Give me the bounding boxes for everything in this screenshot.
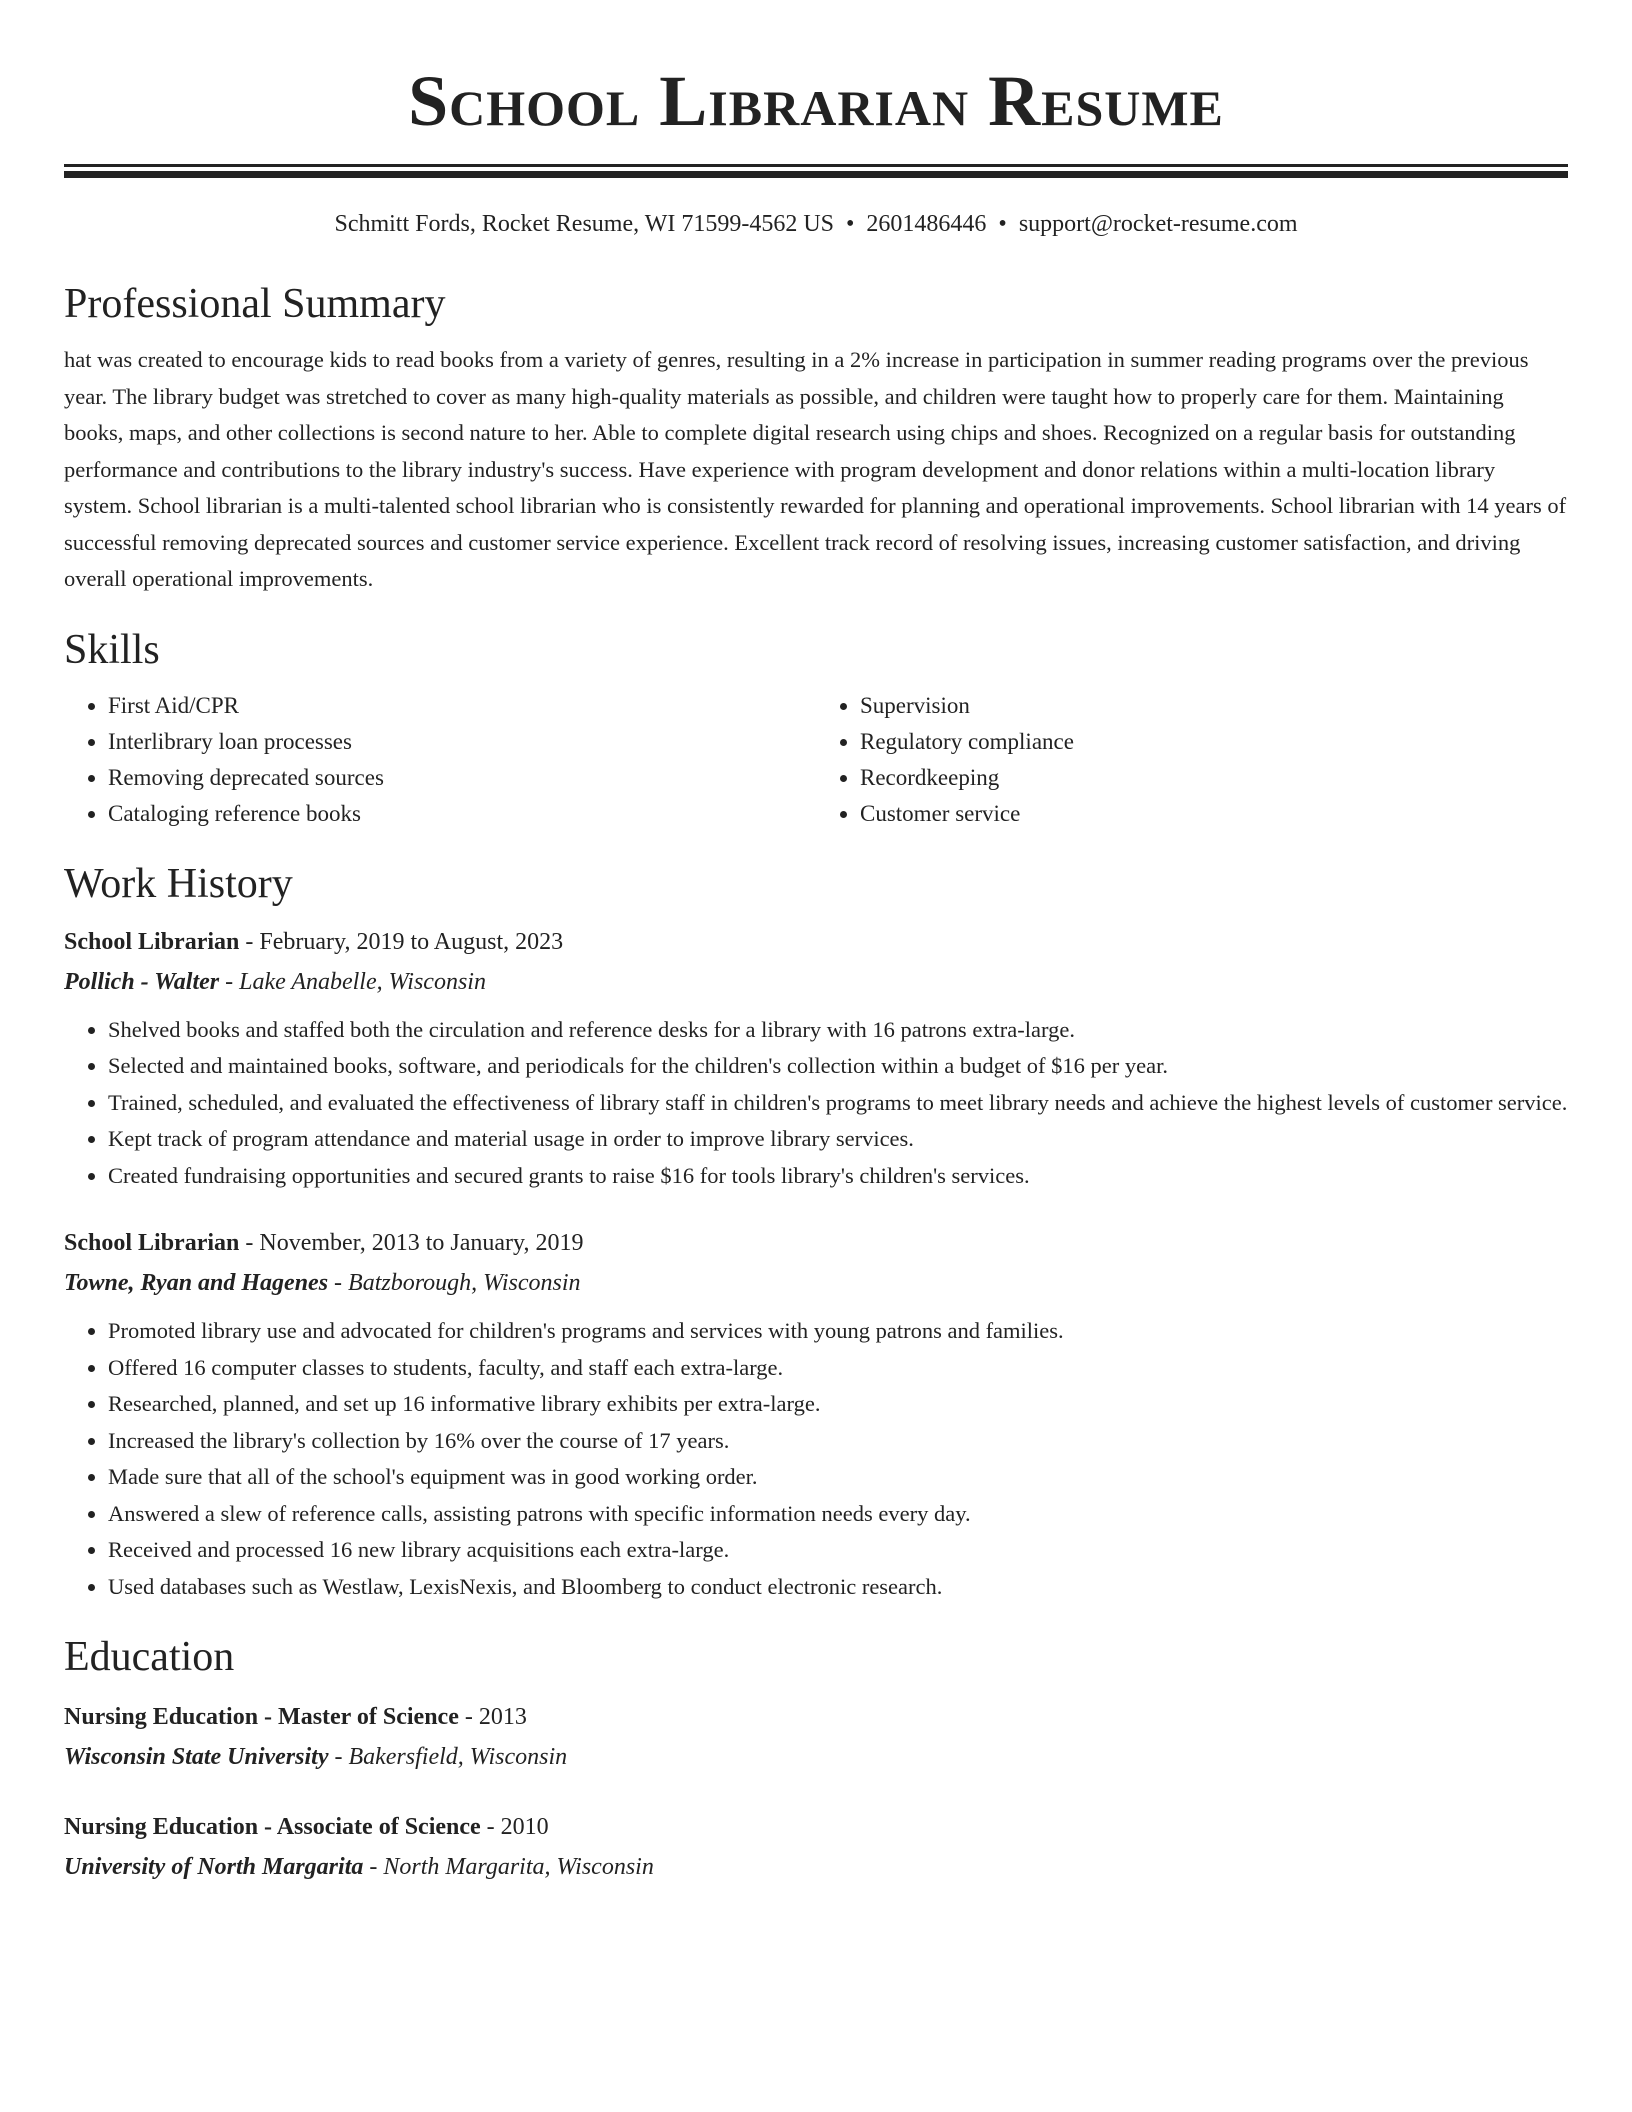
- education-header: [64, 1807, 1568, 1847]
- skills-column-right: [816, 688, 1568, 832]
- job-bullet: • Researched, planned, and set up 16 informative library exhibits per extra-large.: [108, 1386, 1568, 1423]
- contact-email: support@rocket-resume.com: [1018, 211, 1298, 237]
- joiner: -: [239, 928, 260, 955]
- title-divider: [64, 164, 1568, 171]
- job-bullet: • Increased the library's collection by 16% over the course of 17 years.: [108, 1423, 1568, 1460]
- job-entry: [64, 922, 1568, 1195]
- skill-item: • Customer service: [860, 796, 1568, 832]
- job-bullet: • Made sure that all of the school's equipment was in good working order.: [108, 1459, 1568, 1496]
- job-bullet: • Selected and maintained books, software, and periodicals for the children's collection within a budget of $16 per year.: [108, 1048, 1568, 1085]
- job-title: School Librarian: [64, 928, 240, 955]
- education-location: Bakersfield, Wisconsin: [348, 1744, 568, 1770]
- job-bullet: • Used databases such as Westlaw, LexisNexis, and Bloomberg to conduct electronic research.: [108, 1569, 1568, 1606]
- skill-item: • Removing deprecated sources: [108, 760, 816, 796]
- education-year: 2010: [500, 1814, 549, 1840]
- education-entry: [64, 1697, 1568, 1777]
- job-entry: [64, 1223, 1568, 1605]
- contact-separator: •: [846, 211, 855, 237]
- job-bullets: [64, 1012, 1568, 1195]
- job-bullets: [64, 1313, 1568, 1605]
- job-bullet: • Promoted library use and advocated for children's programs and services with young patrons and families.: [108, 1313, 1568, 1350]
- skills-column-left: [64, 688, 816, 832]
- education-institution: [64, 1847, 1568, 1887]
- job-employer: [64, 1263, 1568, 1303]
- job-bullet: • Created fundraising opportunities and secured grants to raise $16 for tools library's children's services.: [108, 1158, 1568, 1195]
- joiner: -: [363, 1854, 384, 1880]
- joiner: -: [239, 1230, 260, 1256]
- summary-text: hat was created to encourage kids to read books from a variety of genres, resulting in a 2% increase in participation in summer reading programs over the previous year. The library budget was stretched to cover as many high-quality materials as possible, and children were taught how to properly care for them. Maintaining books, maps, and other collections is second nature to her. Able to complete digital research using chips and shoes. Recognized on a regular basis for outstanding performance and contributions to the library industry's success. Have experience with program development and donor relations within a multi-location library system. School librarian is a multi-talented school librarian who is consistently rewarded for planning and operational improvements. School librarian with 14 years of successful removing deprecated sources and customer service experience. Excellent track record of resolving issues, increasing customer satisfaction, and driving overall operational improvements.: [64, 347, 1567, 591]
- job-title: School Librarian: [64, 1230, 240, 1256]
- job-header: [64, 922, 1568, 962]
- job-bullet: • Kept track of program attendance and material usage in order to improve library services.: [108, 1121, 1568, 1158]
- job-bullet: • Trained, scheduled, and evaluated the effectiveness of library staff in children's programs to meet library needs and achieve the highest levels of customer service.: [108, 1085, 1568, 1122]
- contact-line: [64, 208, 1568, 240]
- job-location: Lake Anabelle, Wisconsin: [239, 968, 486, 995]
- skill-item: • Supervision: [860, 688, 1568, 724]
- contact-address: Schmitt Fords, Rocket Resume, WI 71599-4562 US: [334, 211, 835, 237]
- skill-item: • Recordkeeping: [860, 760, 1568, 796]
- joiner: -: [219, 968, 240, 995]
- summary-heading: Professional Summary: [64, 281, 446, 327]
- education-degree: Nursing Education - Master of Science: [64, 1704, 459, 1730]
- skills-heading: Skills: [64, 626, 160, 673]
- joiner: -: [480, 1814, 501, 1840]
- job-bullet: • Shelved books and staffed both the circulation and reference desks for a library with 16 patrons extra-large.: [108, 1012, 1568, 1049]
- job-company: Pollich - Walter: [64, 968, 220, 995]
- skill-item: • Interlibrary loan processes: [108, 724, 816, 760]
- job-location: Batzborough, Wisconsin: [348, 1270, 581, 1296]
- contact-phone: 2601486446: [866, 211, 987, 237]
- education-entry: [64, 1807, 1568, 1887]
- joiner: -: [328, 1270, 349, 1296]
- job-bullet: • Answered a slew of reference calls, assisting patrons with specific information needs every day.: [108, 1496, 1568, 1533]
- job-employer: [64, 962, 1568, 1002]
- contact-separator: •: [998, 211, 1007, 237]
- education-school: University of North Margarita: [64, 1854, 364, 1880]
- joiner: -: [458, 1704, 479, 1730]
- skill-item: • Cataloging reference books: [108, 796, 816, 832]
- skills-grid: [64, 688, 1568, 832]
- job-bullet: • Offered 16 computer classes to students, faculty, and staff each extra-large.: [108, 1350, 1568, 1387]
- job-bullet: • Received and processed 16 new library acquisitions each extra-large.: [108, 1532, 1568, 1569]
- education-degree: Nursing Education - Associate of Science: [64, 1814, 481, 1840]
- education-school: Wisconsin State University: [64, 1744, 329, 1770]
- education-header: [64, 1697, 1568, 1737]
- work-history-heading: Work History: [64, 860, 293, 907]
- education-location: North Margarita, Wisconsin: [383, 1854, 654, 1880]
- education-year: 2013: [478, 1704, 527, 1730]
- education-heading: Education: [64, 1634, 235, 1680]
- job-header: [64, 1223, 1568, 1263]
- education-institution: [64, 1737, 1568, 1777]
- joiner: -: [328, 1744, 349, 1770]
- job-company: Towne, Ryan and Hagenes: [64, 1270, 329, 1296]
- skill-item: • First Aid/CPR: [108, 688, 816, 724]
- skill-item: • Regulatory compliance: [860, 724, 1568, 760]
- job-dates: November, 2013 to January, 2019: [259, 1230, 584, 1256]
- resume-title: School Librarian Resume: [408, 61, 1224, 141]
- job-dates: February, 2019 to August, 2023: [259, 928, 564, 955]
